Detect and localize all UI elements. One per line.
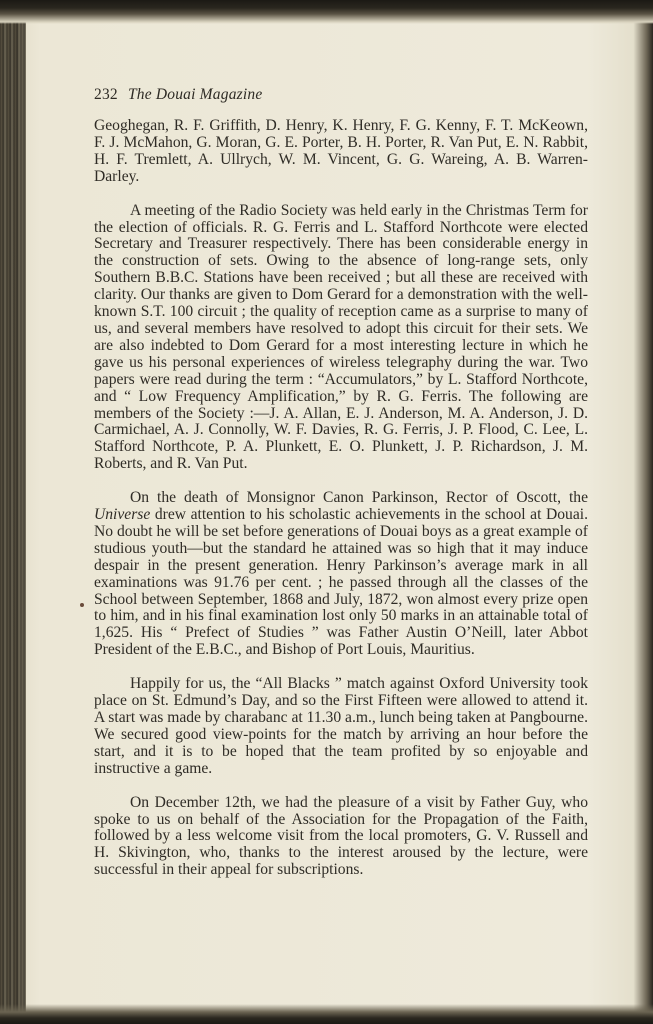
newspaper-title: Universe	[94, 506, 151, 524]
paragraph-father-guy: On December 12th, we had the pleasure of a visit by Father Guy, who spoke to us on behalf of the Association for the Propagation of the Faith, followed by a less welcome visit from the local promoters, G. V. Russell and H. Skivington, who, thanks to the interest aroused by the lecture, were successful in their appeal for subscriptions.	[94, 793, 588, 879]
paragraph-all-blacks: Happily for us, the “All Blacks ” match against Oxford University took place on St. Edmund’s Day, and so the First Fifteen were allowed to attend it. A start was made by charabanc at 11.30 a.m., lunch being taken at Pangbourne. We secured good view-points for the match by arriving an hour before the start, and it is to be hoped that the team profited by so enjoyable and instructive a game.	[94, 675, 588, 777]
margin-mark	[80, 603, 84, 607]
paragraph-member-list: Geoghegan, R. F. Griffith, D. Henry, K. Henry, F. G. Kenny, F. T. McKeown, F. J. McMahon, G. Moran, G. E. Porter, B. H. Porter, R. Van Put, E. N. Rabbit, H. F. Tremlett, A. Ullrych, W. M. Vincent, G. G. Wareing, A. B. Warren-Darley.	[94, 117, 588, 185]
paragraph-text-start: On the death of Monsignor Canon Parkinson, Rector of Oscott, the	[130, 489, 588, 507]
article-body	[94, 118, 588, 896]
paragraph-radio-society: A meeting of the Radio Society was held early in the Christmas Term for the election of officials. R. G. Ferris and L. Stafford Northcote were elected Secretary and Treasurer respectively. There has been considerable energy in the construction of sets. Owing to the absence of long-range sets, only Southern B.B.C. Stations have been received ; but all these are received with clarity. Our thanks are given to Dom Gerard for a demonstration with the well-known S.T. 100 circuit ; the quality of reception came as a surprise to many of us, and several members have resolved to adopt this circuit for their sets. We are also indebted to Dom Gerard for a most interesting lecture in which he gave us his personal experiences of wireless telegraphy during the war. Two papers were read during the term : “Accumulators,” by L. Stafford Northcote, and “ Low Frequency Amplification,” by R. G. Ferris. The following are members of the Society :—J. A. Allan, E. J. Anderson, M. A. Anderson, J. D. Carmichael, A. J. Connolly, W. F. Davies, R. G. Ferris, J. P. Flood, C. Lee, L. Stafford Northcote, P. A. Plunkett, E. O. Plunkett, J. P. Richardson, J. M. Roberts, and R. Van Put.	[94, 201, 588, 473]
paragraph-text-end: drew attention to his scholastic achievements in the school at Douai. No doubt he will be set before generations of Douai boys as a great example of studious youth—but the standard he attained was so high that it may induce despair in the present generation. Henry Parkinson’s average mark in all examinations was 91.76 per cent. ; he passed through all the classes of the School between September, 1868 and July, 1872, won almost every prize open to him, and in his final examination lost only 50 marks in an attainable total of 1,625. His “ Prefect of Studies ” was Father Austin O’Neill, later Abbot President of the E.B.C., and Bishop of Port Louis, Mauritius.	[94, 506, 588, 659]
paragraph-canon-parkinson	[94, 490, 588, 659]
page-top-edge	[0, 0, 653, 24]
book-gutter	[0, 0, 26, 1024]
running-header	[94, 86, 262, 104]
magazine-title: The Douai Magazine	[127, 86, 263, 103]
page-bottom-edge	[0, 1004, 653, 1024]
page-number: 232	[94, 86, 118, 103]
